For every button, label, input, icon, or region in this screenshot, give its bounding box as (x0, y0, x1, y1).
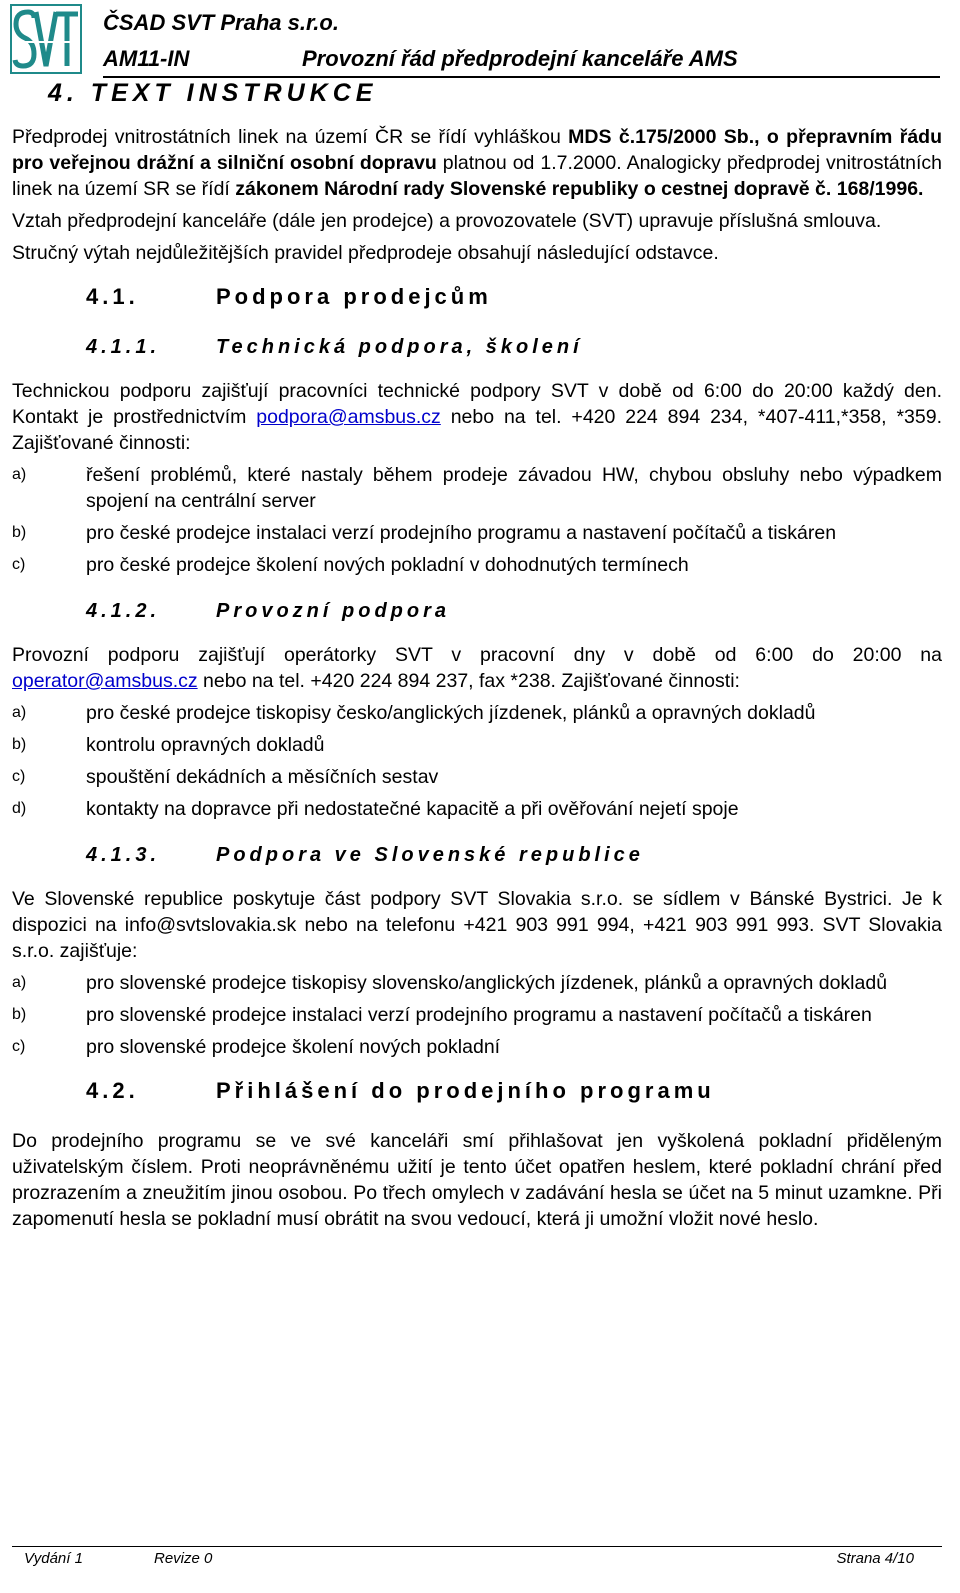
document-code: AM11-IN (103, 46, 190, 71)
list-item: b) pro slovenské prodejce instalaci verzí prodejního programu a nastavení počítačů a tiskáren (12, 1004, 872, 1026)
heading-4-1-2: 4.1.2. Provozní podpora (86, 600, 450, 622)
heading-4-1-3: 4.1.3. Podpora ve Slovenské republice (86, 844, 644, 866)
paragraph-4-1-3: Ve Slovenské republice poskytuje část podpory SVT Slovakia s.r.o. se sídlem v Bánské Bystrici. Je k dispozici na info@svtslovakia.sk nebo na telefonu +421 903 991 994, +421 903 991 993. SVT Slovakia s.r.o. zajišťuje: (12, 888, 942, 962)
intro-paragraph-1: Předprodej vnitrostátních linek na území ČR se řídí vyhláškou MDS č.175/2000 Sb., o přepravním řádu pro veřejnou drážní a silniční osobní dopravu platnou od 1.7.2000. Analogicky předprodej vnitrostátních linek na území SR se řídí zákonem Národní rady Slovenské republiky o cestnej dopravě č. 168/1996. (12, 126, 943, 200)
list-item: d) kontakty na dopravce při nedostatečné kapacitě a při ověřování nejetí spoje (12, 798, 739, 820)
list-item: a) pro české prodejce tiskopisy česko/anglických jízdenek, plánků a opravných dokladů (12, 702, 816, 724)
header-divider (103, 76, 940, 78)
email-link-podpora[interactable]: podpora@amsbus.cz (256, 406, 441, 428)
heading-4-2: 4.2. Přihlášení do prodejního programu (86, 1078, 715, 1103)
document-body (12, 124, 942, 1238)
paragraph-4-1-2: Provozní podporu zajišťují operátorky SVT v pracovní dny v době od 6:00 do 20:00 na operator@amsbus.cz nebo na tel. +420 224 894 237, fax *238. Zajišťované činnosti: (12, 644, 942, 692)
list-item: a) pro slovenské prodejce tiskopisy slovensko/anglických jízdenek, plánků a opravných dokladů (12, 972, 888, 994)
list-item: b) pro české prodejce instalaci verzí prodejního programu a nastavení počítačů a tiskáren (12, 522, 837, 544)
company-name: ČSAD SVT Praha s.r.o. (103, 10, 339, 35)
list-item: b) kontrolu opravných dokladů (12, 734, 325, 756)
footer-edition: Vydání 1 (24, 1550, 83, 1567)
footer-revision: Revize 0 (154, 1550, 213, 1567)
document-title: Provozní řád předprodejní kanceláře AMS (302, 46, 738, 71)
heading-4-1: 4.1. Podpora prodejcům (86, 284, 492, 309)
footer-page-number: Strana 4/10 (836, 1550, 914, 1567)
intro-paragraph-2: Vztah předprodejní kanceláře (dále jen prodejce) a provozovatele (SVT) upravuje příslušná smlouva. (12, 210, 882, 232)
intro-paragraph-3: Stručný výtah nejdůležitějších pravidel předprodeje obsahují následující odstavce. (12, 242, 719, 264)
list-item: c) pro české prodejce školení nových pokladní v dohodnutých termínech (12, 554, 689, 576)
list-item: c) pro slovenské prodejce školení nových pokladní (12, 1036, 501, 1058)
paragraph-4-1-1: Technickou podporu zajišťují pracovníci technické podpory SVT v době od 6:00 do 20:00 každý den. Kontakt je prostřednictvím podpora@amsbus.cz nebo na tel. +420 224 894 234, *407-411,*358, *359. Zajišťované činnosti: (12, 380, 942, 454)
list-item: a) řešení problémů, které nastaly během prodeje závadou HW, chybou obsluhy nebo výpadkem spojení na centrální server (12, 464, 942, 512)
heading-4-1-1: 4.1.1. Technická podpora, školení (86, 336, 583, 358)
svt-logo (10, 4, 82, 74)
document-header (10, 4, 940, 76)
list-item: c) spouštění dekádních a měsíčních sestav (12, 766, 439, 788)
document-footer (12, 1546, 942, 1568)
email-link-operator[interactable]: operator@amsbus.cz (12, 670, 198, 692)
paragraph-4-2: Do prodejního programu se ve své kanceláři smí přihlašovat jen vyškolená pokladní přiděleným uživatelským číslem. Proti neoprávněnému užití je tento účet opatřen heslem, které pokladní chrání před prozrazením a zneužitím jinou osobou. Po třech omylech v zadávání hesla se účet na 5 minut uzamkne. Při zapomenutí hesla se pokladní musí obrátit na svou vedoucí, která ji umožní vložit nové heslo. (12, 1130, 942, 1230)
section-heading-main: 4. TEXT INSTRUKCE (48, 79, 378, 107)
